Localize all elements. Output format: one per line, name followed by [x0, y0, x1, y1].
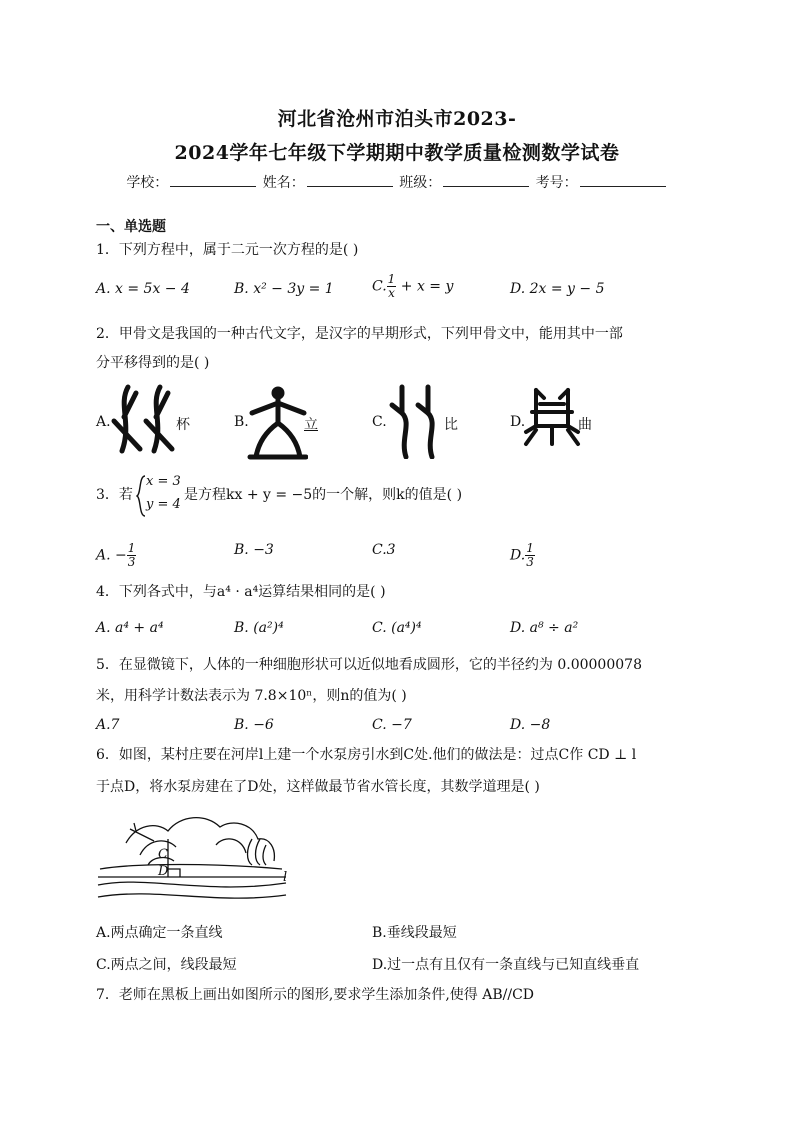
oracle-glyph-bei-image	[110, 383, 180, 455]
q3-prefix: 3．若	[96, 487, 133, 503]
q3-option-a-fraction: $\frac{1}{3}$	[127, 541, 136, 569]
q4-option-a: A. a⁴ + a⁴	[96, 620, 164, 636]
q6-option-c: C.两点之间，线段最短	[96, 957, 237, 973]
q2-option-b: B.	[234, 414, 249, 430]
q6-stem-line1: 6．如图，某村庄要在河岸l上建一个水泵房引水到C处.他们的做法是：过点C作 CD ⊥ l	[96, 747, 637, 763]
q2-option-c: C.	[372, 414, 387, 430]
q3-option-d-fraction: $\frac{1}{3}$	[526, 541, 534, 569]
q3-brace-image	[136, 474, 146, 518]
oracle-glyph-qu-image	[522, 384, 582, 456]
q3-stem-rest: 是方程kx + y = −5的一个解，则k的值是( )	[184, 487, 463, 503]
q2-option-a: A.	[96, 414, 111, 430]
q4-option-d: D. a⁸ ÷ a²	[510, 620, 579, 636]
q1-option-a: A. x = 5x − 4	[96, 281, 190, 297]
exam-no-blank	[580, 174, 666, 187]
class-label: 班级：	[399, 175, 442, 191]
q2-option-a-char: 杯	[176, 417, 190, 433]
q3-option-b: B. −3	[234, 542, 274, 558]
q3-option-a-label: A. −	[96, 547, 127, 564]
figure-label-l: l	[283, 870, 288, 885]
name-blank	[307, 174, 393, 187]
q1-fraction: $\frac{1}{x}$	[387, 272, 396, 300]
q6-option-a: A.两点确定一条直线	[96, 925, 223, 941]
q4-option-c: C. (a⁴)⁴	[372, 620, 422, 636]
q3-system-eq2: y = 4	[146, 497, 181, 512]
exam-title-line2: 2024学年七年级下学期期中教学质量检测数学试卷	[174, 142, 620, 164]
river-pump-figure	[96, 805, 296, 913]
q5-option-b: B. −6	[234, 717, 274, 733]
q7-stem: 7．老师在黑板上画出如图所示的图形,要求学生添加条件,使得 AB//CD	[96, 987, 535, 1003]
name-label: 姓名：	[262, 175, 305, 191]
q1-option-c	[372, 273, 453, 300]
q3-system-eq1: x = 3	[146, 474, 181, 489]
q1-stem: 1．下列方程中，属于二元一次方程的是( )	[96, 242, 359, 258]
q4-stem: 4．下列各式中，与a⁴ · a⁴运算结果相同的是( )	[96, 584, 386, 600]
oracle-glyph-li-image	[246, 385, 308, 461]
student-info-row	[0, 172, 794, 192]
q6-option-d: D.过一点有且仅有一条直线与已知直线垂直	[372, 957, 640, 973]
q2-stem-line1: 2．甲骨文是我国的一种古代文字，是汉字的早期形式，下列甲骨文中，能用其中一部	[96, 326, 623, 342]
q6-stem-line2: 于点D，将水泵房建在了D处，这样做最节省水管长度，其数学道理是( )	[96, 779, 540, 795]
oracle-glyph-bi-image	[386, 383, 446, 459]
school-blank	[170, 174, 256, 187]
q2-option-d: D.	[510, 414, 526, 430]
exam-no-label: 考号：	[535, 175, 578, 191]
figure-label-d: D	[158, 864, 169, 879]
q5-option-d: D. −8	[510, 717, 551, 733]
q1-option-c-prefix: C.	[372, 278, 387, 295]
q3-option-d-label: D.	[510, 547, 526, 564]
q1-option-b: B. x² − 3y = 1	[234, 281, 334, 297]
q5-stem-line1: 5．在显微镜下，人体的一种细胞形状可以近似地看成圆形，它的半径约为 0.00000078	[96, 657, 642, 673]
q5-option-c: C. −7	[372, 717, 412, 733]
q2-option-b-char: 立	[304, 417, 318, 433]
q3-option-a	[96, 542, 136, 569]
class-blank	[443, 174, 529, 187]
q5-stem-line2: 米，用科学计数法表示为 7.8×10ⁿ，则n的值为( )	[96, 688, 407, 704]
q6-option-b: B.垂线段最短	[372, 925, 457, 941]
q4-option-b: B. (a²)⁴	[234, 620, 284, 636]
q2-option-c-char: 比	[444, 417, 458, 433]
q5-option-a: A.7	[96, 717, 120, 733]
figure-label-c: C	[158, 847, 168, 862]
q1-option-d: D. 2x = y − 5	[510, 281, 605, 297]
q2-option-d-char: 曲	[578, 417, 592, 433]
q2-stem-line2: 分平移得到的是( )	[96, 355, 210, 371]
q3-option-d	[510, 542, 535, 569]
q1-option-c-suffix: + x = y	[400, 278, 454, 295]
exam-title-line1: 河北省沧州市泊头市2023-	[277, 108, 517, 130]
school-label: 学校：	[126, 175, 169, 191]
section-heading: 一、单选题	[96, 219, 166, 235]
q3-option-c: C.3	[372, 542, 396, 558]
